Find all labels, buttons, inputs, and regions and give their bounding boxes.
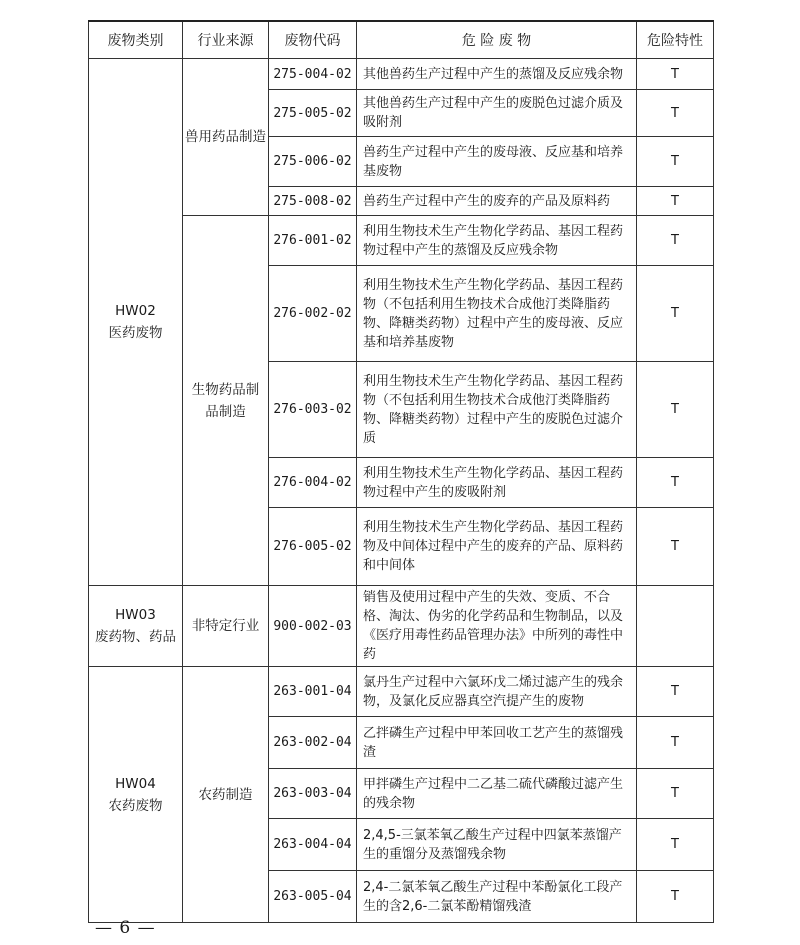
waste-description-cell: 利用生物技术生产生物化学药品、基因工程药物（不包括利用生物技术合成他汀类降脂药物、降糖类药物）过程中产生的废脱色过滤介质 xyxy=(357,362,637,458)
waste-code-cell: 263-004-04 xyxy=(269,819,357,871)
waste-code-cell: 275-006-02 xyxy=(269,137,357,187)
waste-category-cell: HW03 废药物、药品 xyxy=(89,586,183,667)
table-row xyxy=(89,216,714,266)
hazard-characteristic-cell: T xyxy=(637,769,714,819)
waste-code-cell: 900-002-03 xyxy=(269,586,357,667)
waste-description-cell: 利用生物技术生产生物化学药品、基因工程药物过程中产生的废吸附剂 xyxy=(357,458,637,508)
table-row xyxy=(89,586,714,667)
waste-category-cell: HW04 农药废物 xyxy=(89,667,183,923)
hazard-characteristic-cell: T xyxy=(637,90,714,137)
waste-description-cell: 利用生物技术生产生物化学药品、基因工程药物及中间体过程中产生的废弃的产品、原料药和中间体 xyxy=(357,508,637,586)
waste-code-cell: 276-001-02 xyxy=(269,216,357,266)
industry-source-cell: 农药制造 xyxy=(183,667,269,923)
waste-description-cell: 兽药生产过程中产生的废母液、反应基和培养基废物 xyxy=(357,137,637,187)
waste-description-cell: 利用生物技术生产生物化学药品、基因工程药物过程中产生的蒸馏及反应残余物 xyxy=(357,216,637,266)
hazard-characteristic-cell: T xyxy=(637,266,714,362)
waste-code-cell: 276-002-02 xyxy=(269,266,357,362)
waste-code-cell: 263-005-04 xyxy=(269,871,357,923)
waste-description-cell: 兽药生产过程中产生的废弃的产品及原料药 xyxy=(357,187,637,216)
table-row xyxy=(89,667,714,717)
hazard-characteristic-cell: T xyxy=(637,187,714,216)
waste-category-cell: HW02 医药废物 xyxy=(89,59,183,586)
hazard-characteristic-cell: T xyxy=(637,59,714,90)
table-body xyxy=(89,59,714,923)
hazard-characteristic-cell: T xyxy=(637,871,714,923)
waste-description-cell: 2,4-二氯苯氧乙酸生产过程中苯酚氯化工段产生的含2,6-二氯苯酚精馏残渣 xyxy=(357,871,637,923)
hazard-characteristic-cell xyxy=(637,586,714,667)
hazard-characteristic-cell: T xyxy=(637,458,714,508)
column-header-waste: 危 险 废 物 xyxy=(357,21,637,59)
column-header-hazard: 危险特性 xyxy=(637,21,714,59)
waste-code-cell: 276-005-02 xyxy=(269,508,357,586)
waste-code-cell: 275-005-02 xyxy=(269,90,357,137)
industry-source-cell: 兽用药品制造 xyxy=(183,59,269,216)
table-row xyxy=(89,59,714,90)
waste-code-cell: 263-003-04 xyxy=(269,769,357,819)
table-header-row xyxy=(89,21,714,59)
waste-description-cell: 利用生物技术生产生物化学药品、基因工程药物（不包括利用生物技术合成他汀类降脂药物、降糖类药物）过程中产生的废母液、反应基和培养基废物 xyxy=(357,266,637,362)
waste-description-cell: 2,4,5-三氯苯氧乙酸生产过程中四氯苯蒸馏产生的重馏分及蒸馏残余物 xyxy=(357,819,637,871)
column-header-source: 行业来源 xyxy=(183,21,269,59)
column-header-category: 废物类别 xyxy=(89,21,183,59)
hazard-characteristic-cell: T xyxy=(637,137,714,187)
waste-description-cell: 氯丹生产过程中六氯环戊二烯过滤产生的残余物，及氯化反应器真空汽提产生的废物 xyxy=(357,667,637,717)
hazard-characteristic-cell: T xyxy=(637,717,714,769)
waste-description-cell: 销售及使用过程中产生的失效、变质、不合格、淘汰、伪劣的化学药品和生物制品，以及《医疗用毒性药品管理办法》中所列的毒性中药 xyxy=(357,586,637,667)
waste-code-cell: 276-004-02 xyxy=(269,458,357,508)
waste-code-cell: 276-003-02 xyxy=(269,362,357,458)
waste-code-cell: 263-002-04 xyxy=(269,717,357,769)
page-number: — 6 — xyxy=(95,918,156,938)
hazard-characteristic-cell: T xyxy=(637,508,714,586)
waste-description-cell: 乙拌磷生产过程中甲苯回收工艺产生的蒸馏残渣 xyxy=(357,717,637,769)
waste-description-cell: 其他兽药生产过程中产生的废脱色过滤介质及吸附剂 xyxy=(357,90,637,137)
industry-source-cell: 生物药品制 品制造 xyxy=(183,216,269,586)
column-header-code: 废物代码 xyxy=(269,21,357,59)
industry-source-cell: 非特定行业 xyxy=(183,586,269,667)
hazardous-waste-table xyxy=(88,20,714,923)
waste-code-cell: 275-008-02 xyxy=(269,187,357,216)
hazard-characteristic-cell: T xyxy=(637,216,714,266)
hazard-characteristic-cell: T xyxy=(637,667,714,717)
waste-code-cell: 263-001-04 xyxy=(269,667,357,717)
waste-description-cell: 其他兽药生产过程中产生的蒸馏及反应残余物 xyxy=(357,59,637,90)
hazard-characteristic-cell: T xyxy=(637,819,714,871)
waste-description-cell: 甲拌磷生产过程中二乙基二硫代磷酸过滤产生的残余物 xyxy=(357,769,637,819)
waste-code-cell: 275-004-02 xyxy=(269,59,357,90)
hazard-characteristic-cell: T xyxy=(637,362,714,458)
